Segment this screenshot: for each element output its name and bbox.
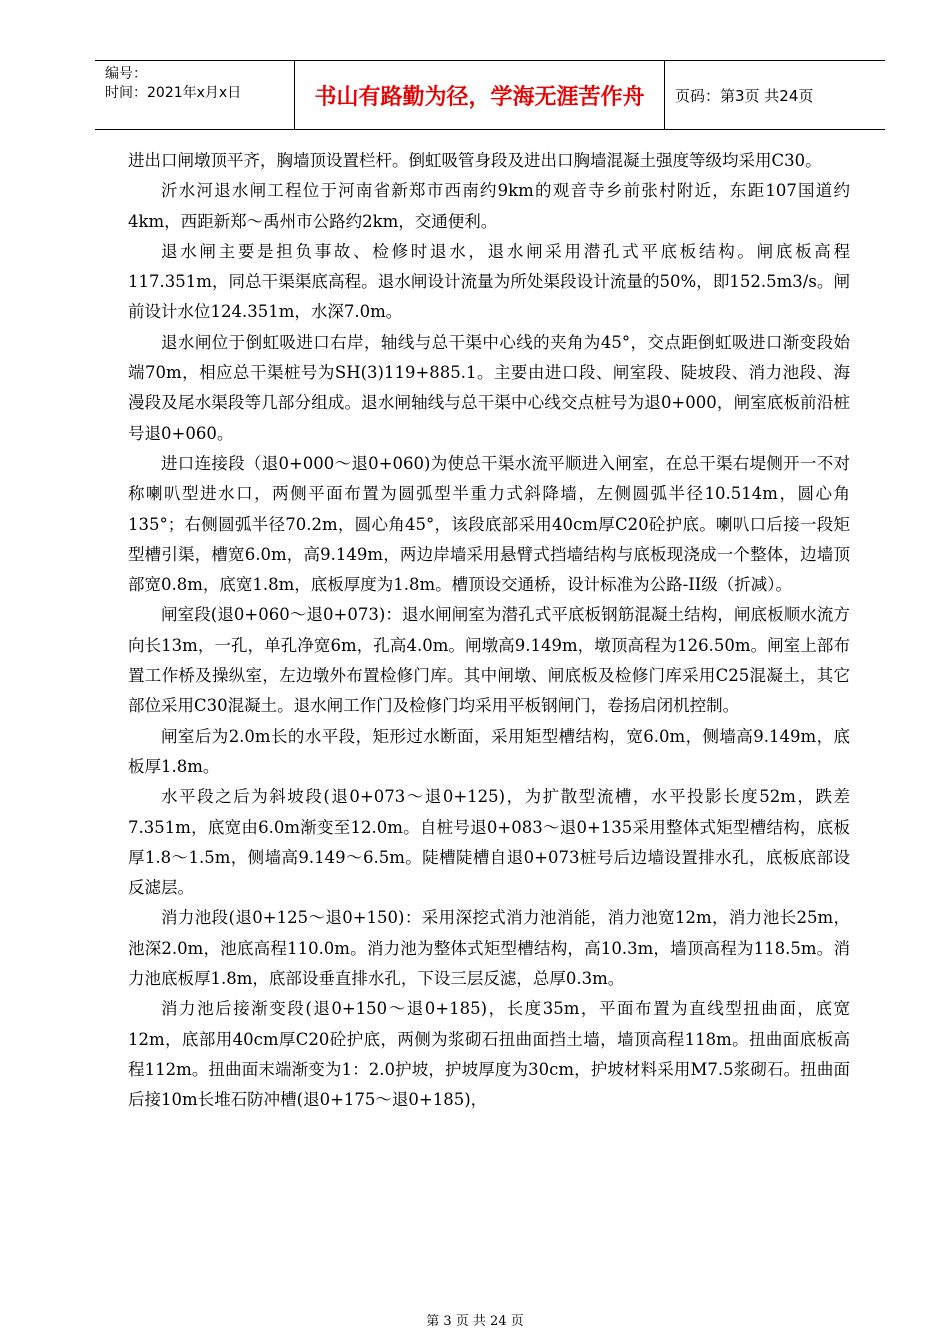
body-paragraph: 水平段之后为斜坡段(退0+073～退0+125)，为扩散型流槽，水平投影长度52m，跌差7.351m，底宽由6.0m渐变至12.0m。自桩号退0+083～退0+135采用整体式矩型槽结构，底板厚1.8～1.5m，侧墙高9.149～6.5m。陡槽陡槽自退0+073桩号后边墙设置排水孔，底板底部设反滤层。 (128, 787, 850, 898)
page-header (95, 60, 885, 130)
header-motto: 书山有路勤为径，学海无涯苦作舟 (295, 61, 665, 129)
page-footer: 第 3 页 共 24 页 (426, 1314, 524, 1329)
body-paragraph: 闸室段(退0+060～退0+073)：退水闸闸室为潜孔式平底板钢筋混凝土结构，闸底板顺水流方向长13m，一孔，单孔净宽6m，孔高4.0m。闸墩高9.149m，墩顶高程为126.50m。闸室上部布置工作桥及操纵室，左边墩外布置检修门库。其中闸墩、闸底板及检修门库采用C25混凝土，其它部位采用C30混凝土。退水闸工作门及检修门均采用平板钢闸门，卷扬启闭机控制。 (128, 605, 850, 716)
body-paragraph: 消力池后接渐变段(退0+150～退0+185)，长度35m，平面布置为直线型扭曲面，底宽12m，底部用40cm厚C20砼护底，两侧为浆砌石扭曲面挡土墙，墙顶高程118m。扭曲面底板高程112m。扭曲面末端渐变为1：2.0护坡，护坡厚度为30cm，护坡材料采用M7.5浆砌石。扭曲面后接10m长堆石防冲槽(退0+175～退0+185)， (128, 999, 850, 1110)
body-paragraph: 进口连接段（退0+000～退0+060)为使总干渠水流平顺进入闸室，在总干渠右堤侧开一不对称喇叭型进水口，两侧平面布置为圆弧型半重力式斜降墙，左侧圆弧半径10.514m，圆心角135°；右侧圆弧半径70.2m，圆心角45°，该段底部采用40cm厚C20砼护底。喇叭口后接一段矩型槽引渠，槽宽6.0m，高9.149m，两边岸墙采用悬臂式挡墙结构与底板现浇成一个整体，边墙顶部宽0.8m，底宽1.8m，底板厚度为1.8m。槽顶设交通桥，设计标准为公路-II级（折减）。 (128, 453, 850, 595)
document-number-label: 编号： (105, 66, 147, 82)
body-paragraph: 消力池段(退0+125～退0+150)：采用深挖式消力池消能，消力池宽12m，消力池长25m，池深2.0m，池底高程110.0m。消力池为整体式矩型槽结构，高10.3m，墙顶高程为118.5m。消力池底板厚1.8m，底部设垂直排水孔，下设三层反滤，总厚0.3m。 (128, 908, 850, 989)
body-paragraph: 沂水河退水闸工程位于河南省新郑市西南约9km的观音寺乡前张村附近，东距107国道约4km，西距新郑～禹州市公路约2km，交通便利。 (128, 181, 850, 231)
body-paragraph: 退水闸位于倒虹吸进口右岸，轴线与总干渠中心线的夹角为45°，交点距倒虹吸进口渐变段始端70m，相应总干渠桩号为SH(3)119+885.1。主要由进口段、闸室段、陡坡段、消力池段、海漫段及尾水渠段等几部分组成。退水闸轴线与总干渠中心线交点桩号为退0+000，闸室底板前沿桩号退0+060。 (128, 332, 850, 443)
header-page-number: 页码：第3页 共24页 (675, 86, 814, 105)
body-paragraph: 进出口闸墩顶平齐，胸墙顶设置栏杆。倒虹吸管身段及进出口胸墙混凝土强度等级均采用C30。 (128, 151, 822, 170)
header-meta-cell (95, 61, 295, 129)
body-paragraph: 闸室后为2.0m长的水平段，矩形过水断面，采用矩型槽结构，宽6.0m，侧墙高9.149m，底板厚1.8m。 (128, 726, 850, 776)
document-body (128, 146, 850, 1116)
body-paragraph: 退水闸主要是担负事故、检修时退水，退水闸采用潜孔式平底板结构。闸底板高程117.351m，同总干渠渠底高程。退水闸设计流量为所处渠段设计流量的50%，即152.5m3/s。闸前设计水位124.351m，水深7.0m。 (128, 241, 850, 322)
document-time-label: 时间：2021年x月x日 (105, 85, 242, 101)
